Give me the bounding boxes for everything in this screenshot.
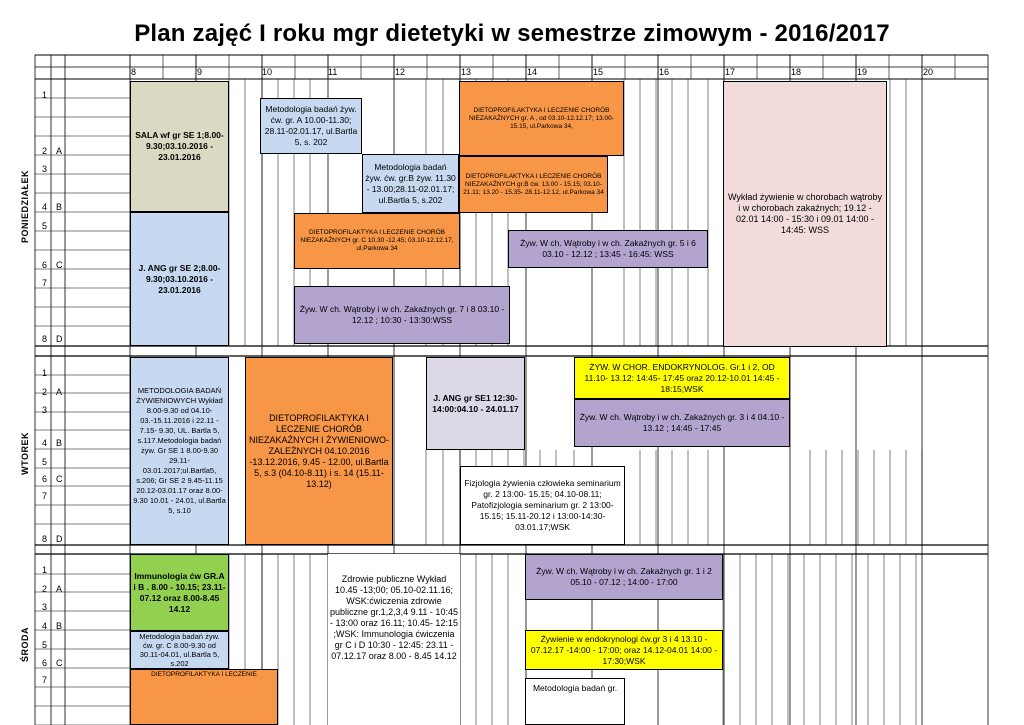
- row-label: B: [56, 621, 63, 631]
- row-label: 6: [42, 474, 48, 484]
- row-label: 7: [42, 278, 48, 288]
- row-label: B: [56, 202, 63, 212]
- class-block[interactable]: SALA wf gr SE 1;8.00-9.30;03.10.2016 - 23.01.2016: [130, 81, 229, 212]
- row-label: C: [56, 260, 63, 270]
- row-label: 3: [42, 164, 48, 174]
- row-label: B: [56, 438, 63, 448]
- hour-header: 10: [262, 67, 273, 77]
- row-label: 7: [42, 675, 48, 685]
- row-label: 3: [42, 405, 48, 415]
- class-block[interactable]: Metodologia badań gr.: [525, 678, 625, 725]
- class-block[interactable]: Metodologia badań żyw. ćw. gr. C 8.00-9.30 od 30.11-04.01, ul.Bartla 5, s.202: [130, 631, 229, 669]
- class-block[interactable]: Żyw. W ch. Wątroby i w ch. Zakaźnych gr. 1 i 2 05.10 - 07.12 ; 14:00 - 17:00: [525, 554, 723, 600]
- hour-header: 15: [593, 67, 604, 77]
- row-label: 2: [42, 584, 48, 594]
- row-label: C: [56, 658, 63, 668]
- row-label: 2: [42, 146, 48, 156]
- day-label-wednesday: ŚRODA: [20, 627, 30, 663]
- day-label-monday: PONIEDZIAŁEK: [20, 170, 30, 244]
- row-label: 1: [42, 565, 48, 575]
- row-label: D: [56, 334, 63, 344]
- class-block[interactable]: Metodologia badań żyw. ćw. gr.B żyw. 11.30 - 13.00;28.11-02.01.17; ul.Bartla 5, s.202: [362, 154, 459, 213]
- hour-header: 13: [461, 67, 472, 77]
- row-label: 1: [42, 368, 48, 378]
- class-block[interactable]: DIETOPROFILAKTYKA I LECZENIE CHORÓB NIEZAKAŹNYCH gr. C 10.30 -12.45; 03.10-12.12.17, ul.Parkowa 34: [294, 213, 460, 269]
- row-label: 4: [42, 202, 48, 212]
- row-label: D: [56, 534, 63, 544]
- class-block[interactable]: Żyw. W ch. Wątroby i w ch. Zakaźnych gr. 5 i 6 03.10 - 12.12 ; 13:45 - 16:45: WSS: [508, 230, 708, 268]
- row-label: 3: [42, 602, 48, 612]
- row-label: 6: [42, 658, 48, 668]
- hour-header: 11: [328, 67, 338, 77]
- class-block[interactable]: J. ANG gr SE1 12:30-14:00:04.10 - 24.01.17: [426, 357, 525, 450]
- hour-header: 16: [659, 67, 670, 77]
- hour-header: 18: [791, 67, 802, 77]
- row-label: A: [56, 146, 63, 156]
- class-block[interactable]: J. ANG gr SE 2;8.00-9.30;03.10.2016 - 23.01.2016: [130, 212, 229, 346]
- class-block[interactable]: Zdrowie publiczne Wykład 10.45 -13;00; 05.10-02.11.16; WSK:ćwiczenia zdrowie publiczne gr.1,2,3,4 9.11 - 10:45 - 13:00 oraz 16.11; 10.45- 12:15 ;WSK: Immunologia ćwiczenia gr C i D 10:30 - 12:45: 23.11 - 07.12.17 oraz 8.00 - 8.45 14.12: [328, 554, 460, 725]
- class-block[interactable]: Żywienie w endokrynologi ćw.gr 3 i 4 13.10 - 07.12.17 -14:00 - 17:00; oraz 14.12-04.01 14:00 - 17:30;WSK: [525, 630, 723, 670]
- hour-header: 19: [857, 67, 868, 77]
- row-label: A: [56, 584, 63, 594]
- row-label: 5: [42, 221, 48, 231]
- day-label-tuesday: WTOREK: [20, 432, 30, 475]
- hour-header: 12: [395, 67, 406, 77]
- class-block[interactable]: ŻYW. W CHOR. ENDOKRYNOLOG. Gr.1 i 2, OD 11.10- 13.12: 14:45- 17:45 oraz 20.12-10.01 14:45 - 18:15;WSK: [574, 357, 790, 399]
- row-label: 5: [42, 640, 48, 650]
- hour-header: 9: [197, 67, 203, 77]
- class-block[interactable]: Żyw. W ch. Wątroby i w ch. Zakaźnych gr. 7 i 8 03.10 - 12.12 ; 10:30 - 13:30:WSS: [294, 286, 510, 344]
- row-label: 7: [42, 491, 48, 501]
- hour-header: 14: [527, 67, 538, 77]
- row-label: 4: [42, 621, 48, 631]
- row-label: 4: [42, 438, 48, 448]
- class-block[interactable]: Żyw. W ch. Wątroby i w ch. Zakaźnych gr. 3 i 4 04.10 - 13.12 ; 14:45 - 17:45: [574, 399, 790, 447]
- row-label: 1: [42, 90, 48, 100]
- class-block[interactable]: DIETOPROFILAKTYKA I LECZENIE CHORÓB NIEZAKAŹNYCH gr.B ćw. 13.00 - 15.15; 03.10-21.11; 13.20 - 15.35- 28.11-12.12, ul.Parkowa 34: [459, 156, 608, 213]
- class-block[interactable]: Fizjologia żywienia człowieka seminarium gr. 2 13:00- 15.15; 04.10-08.11; Patofizjologia seminarium gr. 2 13:00-15.15; 15.11-20.12 i 13:00-14:30- 03.01.17;WSK: [460, 466, 625, 545]
- row-label: 8: [42, 334, 48, 344]
- row-label: A: [56, 387, 63, 397]
- hour-header: 8: [131, 67, 137, 77]
- hour-header: 17: [725, 67, 736, 77]
- hour-header: 20: [923, 67, 934, 77]
- class-block[interactable]: Metodologia badań żyw. ćw. gr. A 10.00-11.30; 28.11-02.01.17, ul.Bartla 5, s. 202: [260, 98, 362, 154]
- page-title: Plan zajęć I roku mgr dietetyki w semestrze zimowym - 2016/2017: [134, 20, 890, 47]
- class-block[interactable]: Immunologia ćw GR.A i B . 8.00 - 10.15; 23.11-07.12 oraz 8.00-8.45 14.12: [130, 554, 229, 631]
- row-label: C: [56, 474, 63, 484]
- row-label: 8: [42, 534, 48, 544]
- row-label: 6: [42, 260, 48, 270]
- class-block[interactable]: DIETOPROFILAKTYKA I LECZENIE: [130, 669, 278, 725]
- class-block[interactable]: DIETOPROFILAKTYKA I LECZENIE CHORÓB NIEZAKAŹNYCH I ŻYWIENIOWO-ZALEŻNYCH 04.10.2016 -13.12.2016, 9.45 - 12.00, ul.Bartla 5, s.3 (04.10-8.11) i s. 14 (15.11-13.12): [245, 357, 393, 545]
- row-label: 2: [42, 387, 48, 397]
- class-block[interactable]: DIETOPROFILAKTYKA I LECZENIE CHORÓB NIEZAKAŹNYCH gr. A , od 03.10-12.12.17; 13.00-15.15, ul.Parkowa 34,: [459, 81, 624, 156]
- row-label: 5: [42, 457, 48, 467]
- class-block[interactable]: METODOLOGIA BADAŃ ŻYWIENIOWYCH Wykład 8.00-9.30 od 04.10-03.-15.11.2016 i 22.11 - 7.15- 9.30, UL. Bartla 5, s.117.Metodologia badań żyw. Gr SE 1 8.00-9.30 29.11-03.01.2017;ul.Bartla5, s.206; Gr SE 2 9.45-11.15 20.12-03.01.17 oraz 8.00-9.30 10.01 - 24.01, ul.Bartla 5, s.10: [130, 357, 229, 545]
- class-block[interactable]: Wykład żywienie w chorobach wątroby i w chorobach zakaźnych; 19.12 - 02.01 14:00 - 15:30 i 09.01 14:00 - 14:45: WSS: [723, 81, 887, 347]
